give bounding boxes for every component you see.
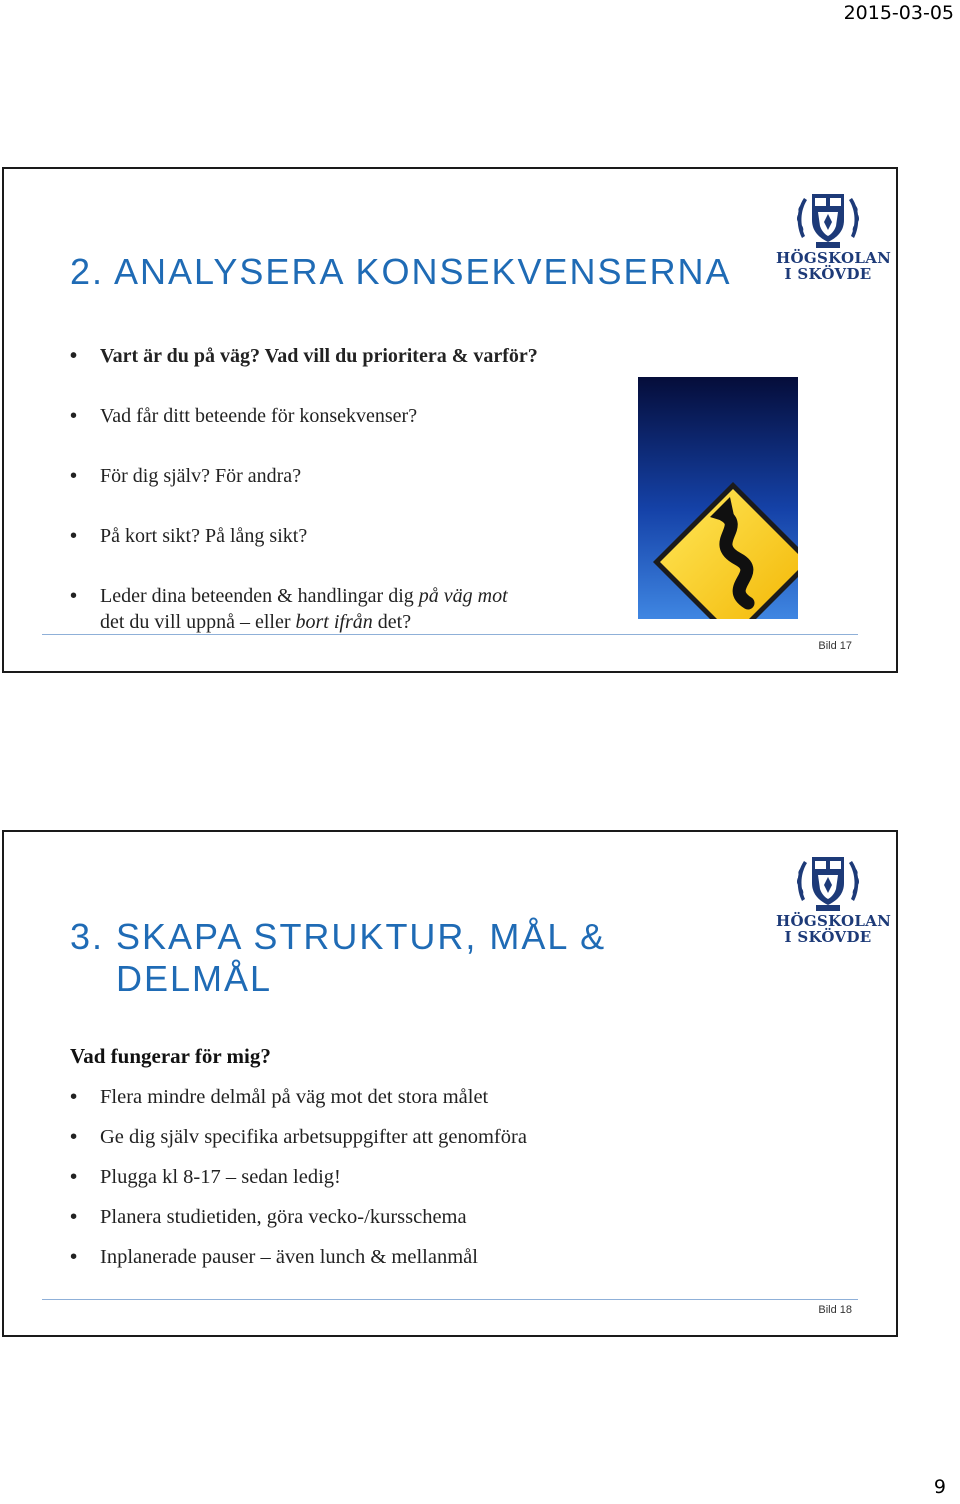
slide-title: 2. ANALYSERA KONSEKVENSERNA	[70, 251, 732, 292]
crest-icon	[792, 186, 864, 250]
list-item: • Ge dig själv specifika arbetsuppgifter att genomföra	[70, 1125, 770, 1149]
slide-18	[2, 830, 898, 1337]
list-item: • Vart är du på väg? Vad vill du prioritera & varför?	[70, 343, 630, 369]
crest-icon	[792, 849, 864, 913]
page-number: 9	[933, 1476, 946, 1498]
list-item: • Flera mindre delmål på väg mot det stora målet	[70, 1085, 770, 1109]
list-item: • Vad får ditt beteende för konsekvenser?	[70, 403, 630, 429]
emphasis-text: på väg mot	[418, 585, 508, 607]
logo-text-line2: I SKÖVDE	[784, 265, 872, 283]
bullet-list	[70, 343, 630, 635]
text-segment: det?	[372, 611, 412, 633]
subheading: Vad fungerar för mig?	[70, 1044, 271, 1068]
title-line: 3. SKAPA STRUKTUR, MÅL &	[70, 916, 607, 957]
emphasis-text: bort ifrån	[295, 611, 373, 633]
list-item: • För dig själv? För andra?	[70, 463, 630, 489]
text-segment: det du vill uppnå – eller	[100, 611, 296, 633]
slide-17	[2, 167, 898, 673]
bullet-list	[70, 1085, 770, 1285]
footer-rule	[42, 634, 858, 635]
text-segment: Leder dina beteenden & handlingar dig	[100, 585, 419, 607]
list-item: • Planera studietiden, göra vecko-/kursschema	[70, 1205, 770, 1229]
logo-text-line2: I SKÖVDE	[784, 928, 872, 946]
slide-number-label: Bild 18	[818, 1304, 852, 1316]
list-item	[70, 583, 630, 635]
list-item: • Inplanerade pauser – även lunch & mellanmål	[70, 1245, 770, 1269]
logo-text-line1: HÖGSKOLAN	[776, 912, 892, 930]
page-date: 2015-03-05	[843, 2, 954, 24]
logo-text-line1: HÖGSKOLAN	[776, 249, 892, 267]
slide-title	[70, 916, 630, 1000]
list-item: • Plugga kl 8-17 – sedan ledig!	[70, 1165, 770, 1189]
title-line: DELMÅL	[116, 958, 273, 999]
university-logo	[776, 186, 892, 283]
winding-road-sign-photo	[638, 377, 798, 619]
slide-number-label: Bild 17	[818, 640, 852, 652]
footer-rule	[42, 1299, 858, 1300]
university-logo	[776, 849, 892, 946]
list-item: • På kort sikt? På lång sikt?	[70, 523, 630, 549]
